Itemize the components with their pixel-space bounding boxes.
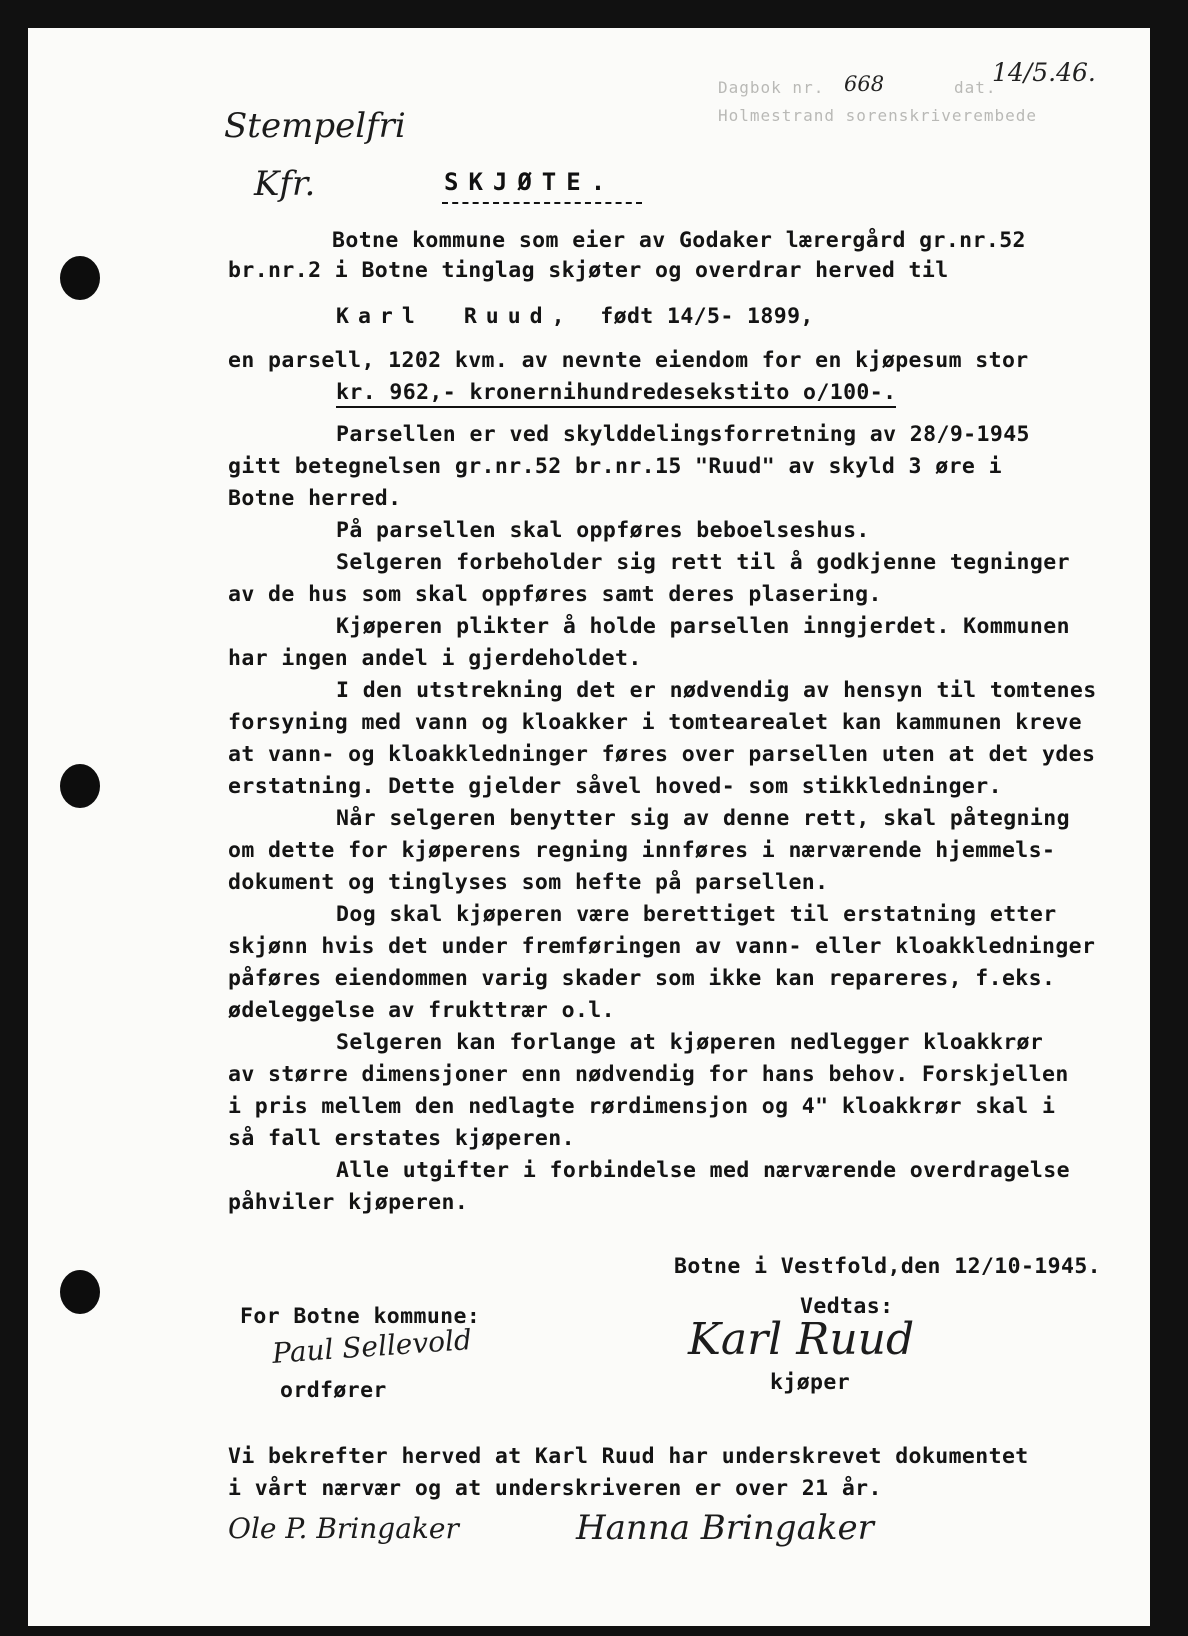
- price-text: kr. 962,- kronernihundredesekstito o/100-.: [336, 380, 896, 408]
- witness-line-2: i vårt nærvær og at underskriveren er over 21 år.: [228, 1476, 882, 1501]
- buyer-name-line: [336, 304, 814, 329]
- body-line-18: Når selgeren benytter sig av denne rett, skal påtegning: [336, 806, 1070, 831]
- body-line-17: erstatning. Dette gjelder såvel hoved- som stikkledninger.: [228, 774, 1002, 799]
- body-line-parsell: en parsell, 1202 kvm. av nevnte eiendom for en kjøpesum stor: [228, 348, 1029, 373]
- body-line-10: Selgeren forbeholder sig rett til å godkjenne tegninger: [336, 550, 1070, 575]
- punch-hole-middle: [60, 764, 100, 808]
- body-line-7: gitt betegnelsen gr.nr.52 br.nr.15 "Ruud" av skyld 3 øre i: [228, 454, 1002, 479]
- title-underline: [442, 202, 642, 204]
- stamp-dagbok-label: Dagbok nr.: [718, 78, 825, 97]
- buyer-signature: Karl Ruud: [688, 1314, 915, 1365]
- body-line-29: Alle utgifter i forbindelse med nærværende overdragelse: [336, 1158, 1070, 1183]
- body-line-2: br.nr.2 i Botne tinglag skjøter og overdrar herved til: [228, 258, 949, 283]
- body-line-23: påføres eiendommen varig skader som ikke kan repareres, f.eks.: [228, 966, 1056, 991]
- body-line-24: ødeleggelse av frukttrær o.l.: [228, 998, 615, 1023]
- margin-note-stempelfri: Stempelfri: [224, 106, 406, 146]
- body-line-14: I den utstrekning det er nødvendig av hensyn til tomtenes: [336, 678, 1097, 703]
- stamp-dagbok-number: 668: [844, 72, 885, 96]
- price-line: [336, 380, 896, 405]
- witness-line-1: Vi bekrefter herved at Karl Ruud har underskrevet dokumentet: [228, 1444, 1029, 1469]
- body-line-26: av større dimensjoner enn nødvendig for hans behov. Forskjellen: [228, 1062, 1069, 1087]
- body-line-20: dokument og tinglyses som hefte på parsellen.: [228, 870, 829, 895]
- body-line-8: Botne herred.: [228, 486, 402, 511]
- margin-note-kfr: Kfr.: [254, 164, 316, 204]
- seller-signature: Paul Sellevold: [271, 1323, 473, 1370]
- seller-role: ordfører: [280, 1378, 387, 1403]
- body-line-27: i pris mellem den nedlagte rørdimensjon og 4" kloakkrør skal i: [228, 1094, 1056, 1119]
- witness-signature-1: Ole P. Bringaker: [228, 1512, 459, 1545]
- body-line-25: Selgeren kan forlange at kjøperen nedlegger kloakkrør: [336, 1030, 1044, 1055]
- witness-signature-2: Hanna Bringaker: [576, 1508, 874, 1548]
- document-title: SKJØTE.: [444, 168, 616, 196]
- buyer-birth: født 14/5- 1899,: [600, 304, 814, 329]
- body-line-28: så fall erstates kjøperen.: [228, 1126, 575, 1151]
- place-and-date: Botne i Vestfold,den 12/10-1945.: [674, 1254, 1102, 1279]
- stamp-handwritten-date: 14/5.46.: [992, 58, 1096, 87]
- punch-hole-bottom: [60, 1270, 100, 1314]
- document-page: [28, 28, 1150, 1626]
- body-line-15: forsyning med vann og kloakker i tomtearealet kan kammunen kreve: [228, 710, 1083, 735]
- body-line-30: påhviler kjøperen.: [228, 1190, 469, 1215]
- buyer-heading: Vedtas:: [800, 1294, 894, 1319]
- punch-hole-top: [60, 256, 100, 300]
- body-line-21: Dog skal kjøperen være berettiget til erstatning etter: [336, 902, 1057, 927]
- body-line-12: Kjøperen plikter å holde parsellen inngjerdet. Kommunen: [336, 614, 1070, 639]
- body-line-13: har ingen andel i gjerdeholdet.: [228, 646, 642, 671]
- buyer-last-name: Ruud,: [463, 304, 574, 329]
- body-line-11: av de hus som skal oppføres samt deres plasering.: [228, 582, 882, 607]
- stamp-office: Holmestrand sorenskriverembede: [718, 106, 1037, 125]
- buyer-first-name: Karl: [336, 304, 424, 329]
- body-line-1: Botne kommune som eier av Godaker lærergård gr.nr.52: [332, 228, 1026, 253]
- body-line-9: På parsellen skal oppføres beboelseshus.: [336, 518, 870, 543]
- body-line-22: skjønn hvis det under fremføringen av vann- eller kloakkledninger: [228, 934, 1096, 959]
- buyer-role: kjøper: [770, 1370, 851, 1395]
- seller-heading: For Botne kommune:: [240, 1304, 481, 1329]
- body-line-6: Parsellen er ved skylddelingsforretning av 28/9-1945: [336, 422, 1030, 447]
- stamp-date-label: dat.: [954, 78, 997, 97]
- body-line-16: at vann- og kloakkledninger føres over parsellen uten at det ydes: [228, 742, 1096, 767]
- body-line-19: om dette for kjøperens regning innføres i nærværende hjemmels-: [228, 838, 1056, 863]
